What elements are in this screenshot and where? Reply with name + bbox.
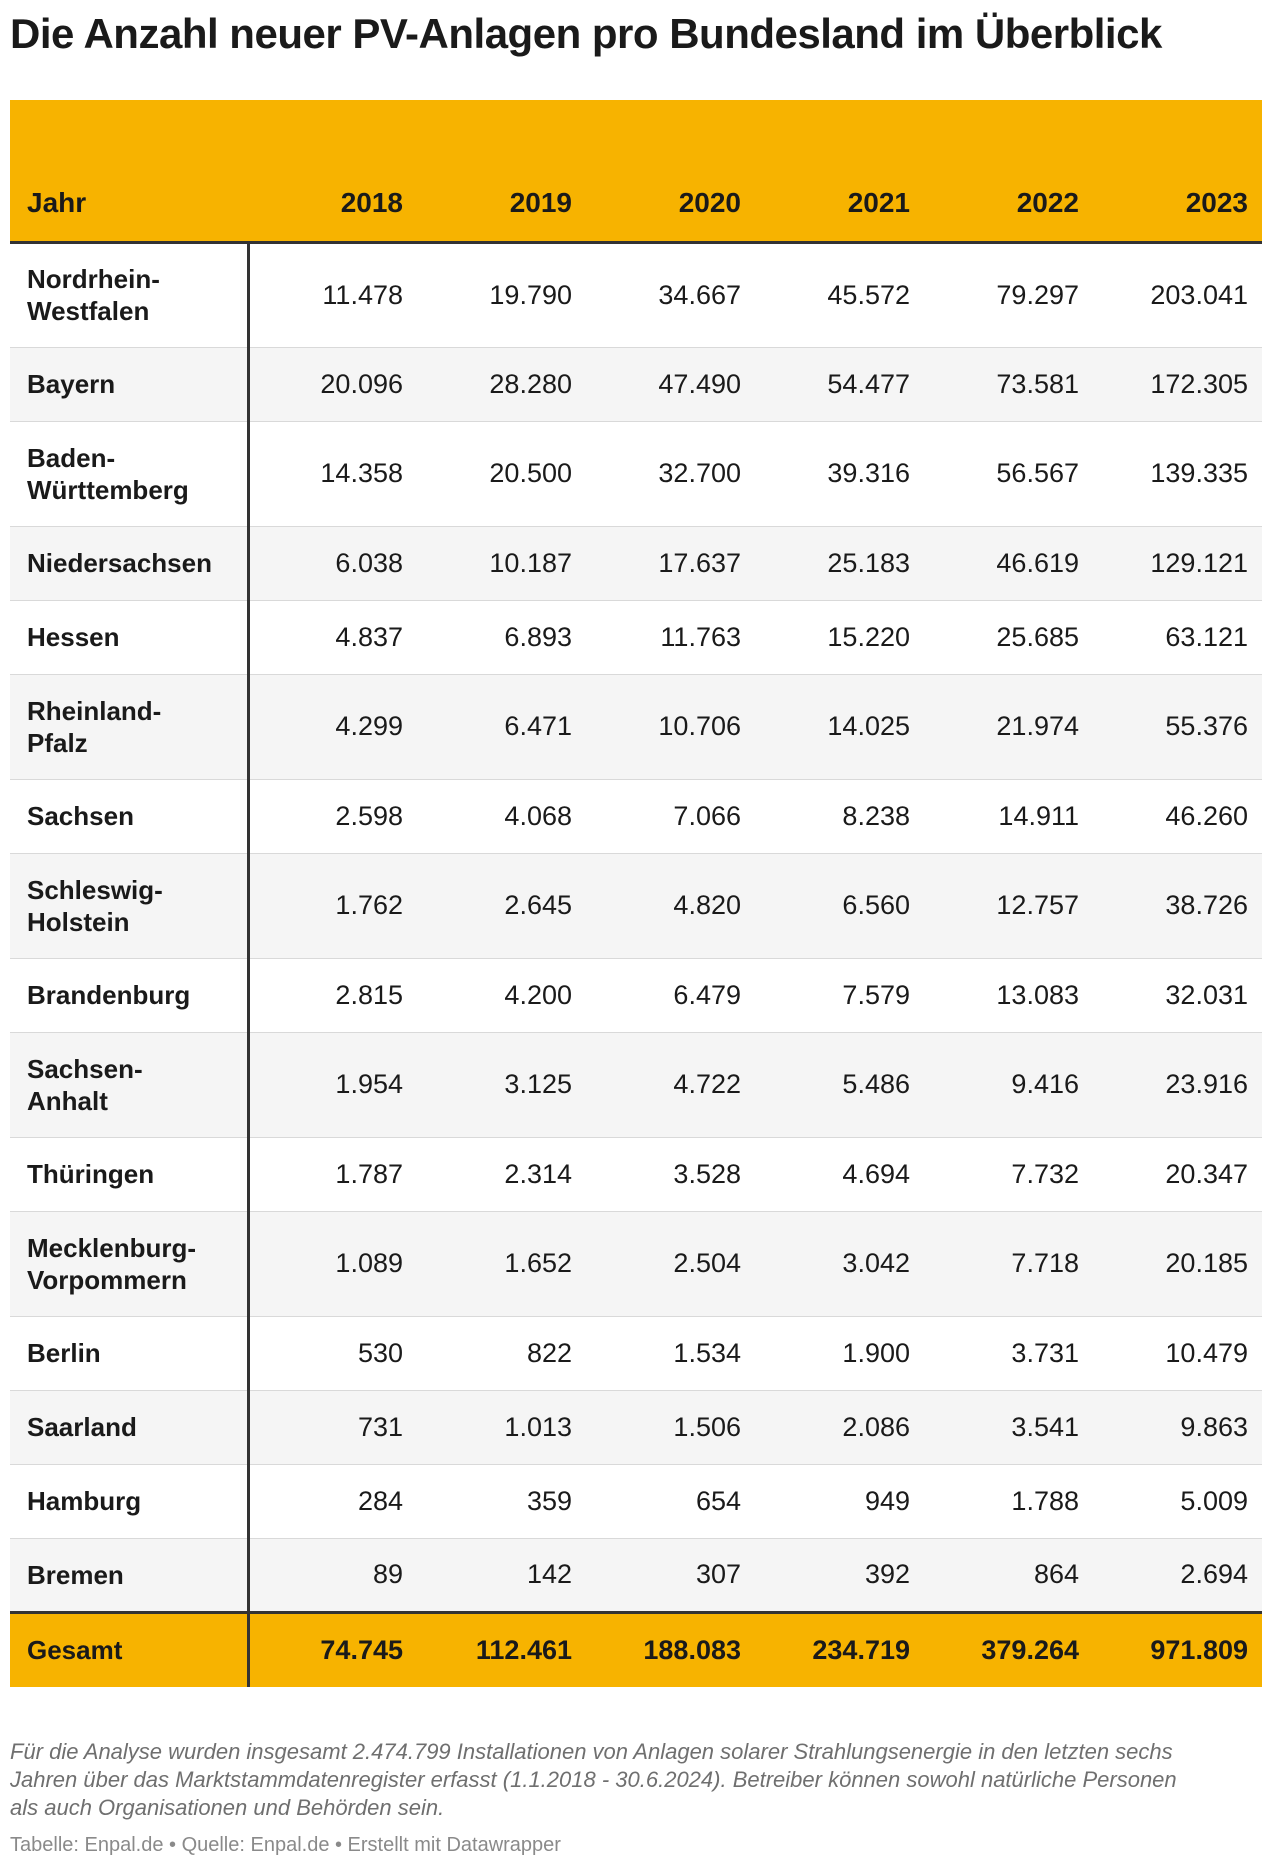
table-row <box>10 1390 1262 1464</box>
table-cell: 2.314 <box>417 1137 586 1211</box>
row-label: Sachsen <box>10 779 248 853</box>
table-cell: 9.863 <box>1093 1390 1262 1464</box>
table-row <box>10 1538 1262 1612</box>
source-footer: Tabelle: Enpal.de • Quelle: Enpal.de • Erstellt mit Datawrapper <box>10 1834 561 1856</box>
table-cell: 79.297 <box>924 242 1093 347</box>
table-cell: 1.089 <box>248 1211 417 1316</box>
total-label: Gesamt <box>10 1612 248 1687</box>
table-cell: 4.299 <box>248 674 417 779</box>
table-row <box>10 347 1262 421</box>
table-cell: 1.787 <box>248 1137 417 1211</box>
column-header-2018[interactable]: 2018 <box>248 100 417 242</box>
table-cell: 2.598 <box>248 779 417 853</box>
row-label: Baden- Württemberg <box>10 421 248 526</box>
table-cell: 142 <box>417 1538 586 1612</box>
total-cell: 234.719 <box>755 1612 924 1687</box>
table-cell: 1.652 <box>417 1211 586 1316</box>
table-cell: 1.900 <box>755 1316 924 1390</box>
table-cell: 25.685 <box>924 600 1093 674</box>
table-cell: 14.358 <box>248 421 417 526</box>
table-row <box>10 600 1262 674</box>
table-cell: 20.500 <box>417 421 586 526</box>
row-label: Schleswig- Holstein <box>10 853 248 958</box>
table-cell: 203.041 <box>1093 242 1262 347</box>
table-cell: 4.694 <box>755 1137 924 1211</box>
table-cell: 32.700 <box>586 421 755 526</box>
table-cell: 15.220 <box>755 600 924 674</box>
table-cell: 1.954 <box>248 1032 417 1137</box>
table-cell: 4.200 <box>417 958 586 1032</box>
table-cell: 307 <box>586 1538 755 1612</box>
row-label: Nordrhein- Westfalen <box>10 242 248 347</box>
table-cell: 731 <box>248 1390 417 1464</box>
table-cell: 6.038 <box>248 526 417 600</box>
data-table <box>10 100 1262 1687</box>
table-cell: 20.185 <box>1093 1211 1262 1316</box>
row-label: Berlin <box>10 1316 248 1390</box>
table-cell: 3.125 <box>417 1032 586 1137</box>
total-row <box>10 1612 1262 1687</box>
table-cell: 14.911 <box>924 779 1093 853</box>
table-cell: 45.572 <box>755 242 924 347</box>
table-cell: 21.974 <box>924 674 1093 779</box>
table-cell: 129.121 <box>1093 526 1262 600</box>
table-cell: 89 <box>248 1538 417 1612</box>
table-cell: 2.815 <box>248 958 417 1032</box>
row-label: Bremen <box>10 1538 248 1612</box>
table-cell: 822 <box>417 1316 586 1390</box>
table-cell: 4.837 <box>248 600 417 674</box>
table-cell: 20.347 <box>1093 1137 1262 1211</box>
table-cell: 32.031 <box>1093 958 1262 1032</box>
table-cell: 392 <box>755 1538 924 1612</box>
row-label: Hamburg <box>10 1464 248 1538</box>
table-cell: 2.694 <box>1093 1538 1262 1612</box>
table-cell: 864 <box>924 1538 1093 1612</box>
table-row <box>10 1137 1262 1211</box>
table-cell: 3.541 <box>924 1390 1093 1464</box>
table-body <box>10 242 1262 1612</box>
table-cell: 19.790 <box>417 242 586 347</box>
column-header-2019[interactable]: 2019 <box>417 100 586 242</box>
table-cell: 139.335 <box>1093 421 1262 526</box>
row-label: Brandenburg <box>10 958 248 1032</box>
table-cell: 34.667 <box>586 242 755 347</box>
table-cell: 6.479 <box>586 958 755 1032</box>
table-cell: 2.645 <box>417 853 586 958</box>
table-cell: 11.763 <box>586 600 755 674</box>
table-row <box>10 1211 1262 1316</box>
table-row <box>10 779 1262 853</box>
table-cell: 4.722 <box>586 1032 755 1137</box>
table-cell: 10.479 <box>1093 1316 1262 1390</box>
table-cell: 13.083 <box>924 958 1093 1032</box>
table-row <box>10 1464 1262 1538</box>
table-cell: 4.068 <box>417 779 586 853</box>
table-cell: 46.619 <box>924 526 1093 600</box>
table-cell: 7.066 <box>586 779 755 853</box>
table-cell: 6.893 <box>417 600 586 674</box>
table-cell: 25.183 <box>755 526 924 600</box>
table-row <box>10 526 1262 600</box>
total-cell: 188.083 <box>586 1612 755 1687</box>
table-cell: 47.490 <box>586 347 755 421</box>
table-cell: 3.042 <box>755 1211 924 1316</box>
table-cell: 284 <box>248 1464 417 1538</box>
table-row <box>10 421 1262 526</box>
table-cell: 6.560 <box>755 853 924 958</box>
table-cell: 39.316 <box>755 421 924 526</box>
data-table-container <box>10 100 1248 1687</box>
table-cell: 530 <box>248 1316 417 1390</box>
table-cell: 11.478 <box>248 242 417 347</box>
total-cell: 112.461 <box>417 1612 586 1687</box>
total-cell: 379.264 <box>924 1612 1093 1687</box>
chart-title: Die Anzahl neuer PV-Anlagen pro Bundesland im Überblick <box>10 10 1162 57</box>
table-cell: 5.486 <box>755 1032 924 1137</box>
column-header-2021[interactable]: 2021 <box>755 100 924 242</box>
column-header-2023[interactable]: 2023 <box>1093 100 1262 242</box>
table-cell: 6.471 <box>417 674 586 779</box>
row-label: Sachsen- Anhalt <box>10 1032 248 1137</box>
table-cell: 14.025 <box>755 674 924 779</box>
table-row <box>10 853 1262 958</box>
table-cell: 1.013 <box>417 1390 586 1464</box>
table-cell: 10.187 <box>417 526 586 600</box>
table-cell: 28.280 <box>417 347 586 421</box>
table-cell: 654 <box>586 1464 755 1538</box>
analysis-note: Für die Analyse wurden insgesamt 2.474.799 Installationen von Anlagen solarer Strahlungsenergie in den letzten sechs Jahren über das Marktstammdatenregister erfasst (1.1.2018 - 30.6.2024). Betreiber können sowohl natürliche Personen als auch Organisationen und Behörden sein. <box>10 1739 1177 1820</box>
table-cell: 20.096 <box>248 347 417 421</box>
table-cell: 23.916 <box>1093 1032 1262 1137</box>
table-cell: 7.732 <box>924 1137 1093 1211</box>
table-cell: 7.718 <box>924 1211 1093 1316</box>
table-row <box>10 958 1262 1032</box>
row-label: Rheinland- Pfalz <box>10 674 248 779</box>
row-label: Mecklenburg- Vorpommern <box>10 1211 248 1316</box>
row-label: Saarland <box>10 1390 248 1464</box>
table-cell: 4.820 <box>586 853 755 958</box>
table-cell: 10.706 <box>586 674 755 779</box>
row-label: Hessen <box>10 600 248 674</box>
table-cell: 7.579 <box>755 958 924 1032</box>
table-cell: 38.726 <box>1093 853 1262 958</box>
table-cell: 3.731 <box>924 1316 1093 1390</box>
total-cell: 74.745 <box>248 1612 417 1687</box>
row-label: Bayern <box>10 347 248 421</box>
table-cell: 9.416 <box>924 1032 1093 1137</box>
total-cell: 971.809 <box>1093 1612 1262 1687</box>
table-cell: 1.506 <box>586 1390 755 1464</box>
header-row <box>10 100 1262 242</box>
table-cell: 5.009 <box>1093 1464 1262 1538</box>
table-cell: 55.376 <box>1093 674 1262 779</box>
table-cell: 359 <box>417 1464 586 1538</box>
table-cell: 1.788 <box>924 1464 1093 1538</box>
table-row <box>10 242 1262 347</box>
row-label: Niedersachsen <box>10 526 248 600</box>
table-cell: 1.534 <box>586 1316 755 1390</box>
table-row <box>10 1032 1262 1137</box>
table-row <box>10 674 1262 779</box>
table-cell: 2.086 <box>755 1390 924 1464</box>
table-cell: 1.762 <box>248 853 417 958</box>
table-cell: 949 <box>755 1464 924 1538</box>
table-cell: 2.504 <box>586 1211 755 1316</box>
table-cell: 54.477 <box>755 347 924 421</box>
table-row <box>10 1316 1262 1390</box>
table-cell: 63.121 <box>1093 600 1262 674</box>
row-label: Thüringen <box>10 1137 248 1211</box>
table-cell: 12.757 <box>924 853 1093 958</box>
table-cell: 8.238 <box>755 779 924 853</box>
row-header-label[interactable]: Jahr <box>10 100 248 242</box>
column-header-2022[interactable]: 2022 <box>924 100 1093 242</box>
table-cell: 3.528 <box>586 1137 755 1211</box>
table-cell: 73.581 <box>924 347 1093 421</box>
column-header-2020[interactable]: 2020 <box>586 100 755 242</box>
table-cell: 17.637 <box>586 526 755 600</box>
table-cell: 46.260 <box>1093 779 1262 853</box>
table-cell: 56.567 <box>924 421 1093 526</box>
table-cell: 172.305 <box>1093 347 1262 421</box>
